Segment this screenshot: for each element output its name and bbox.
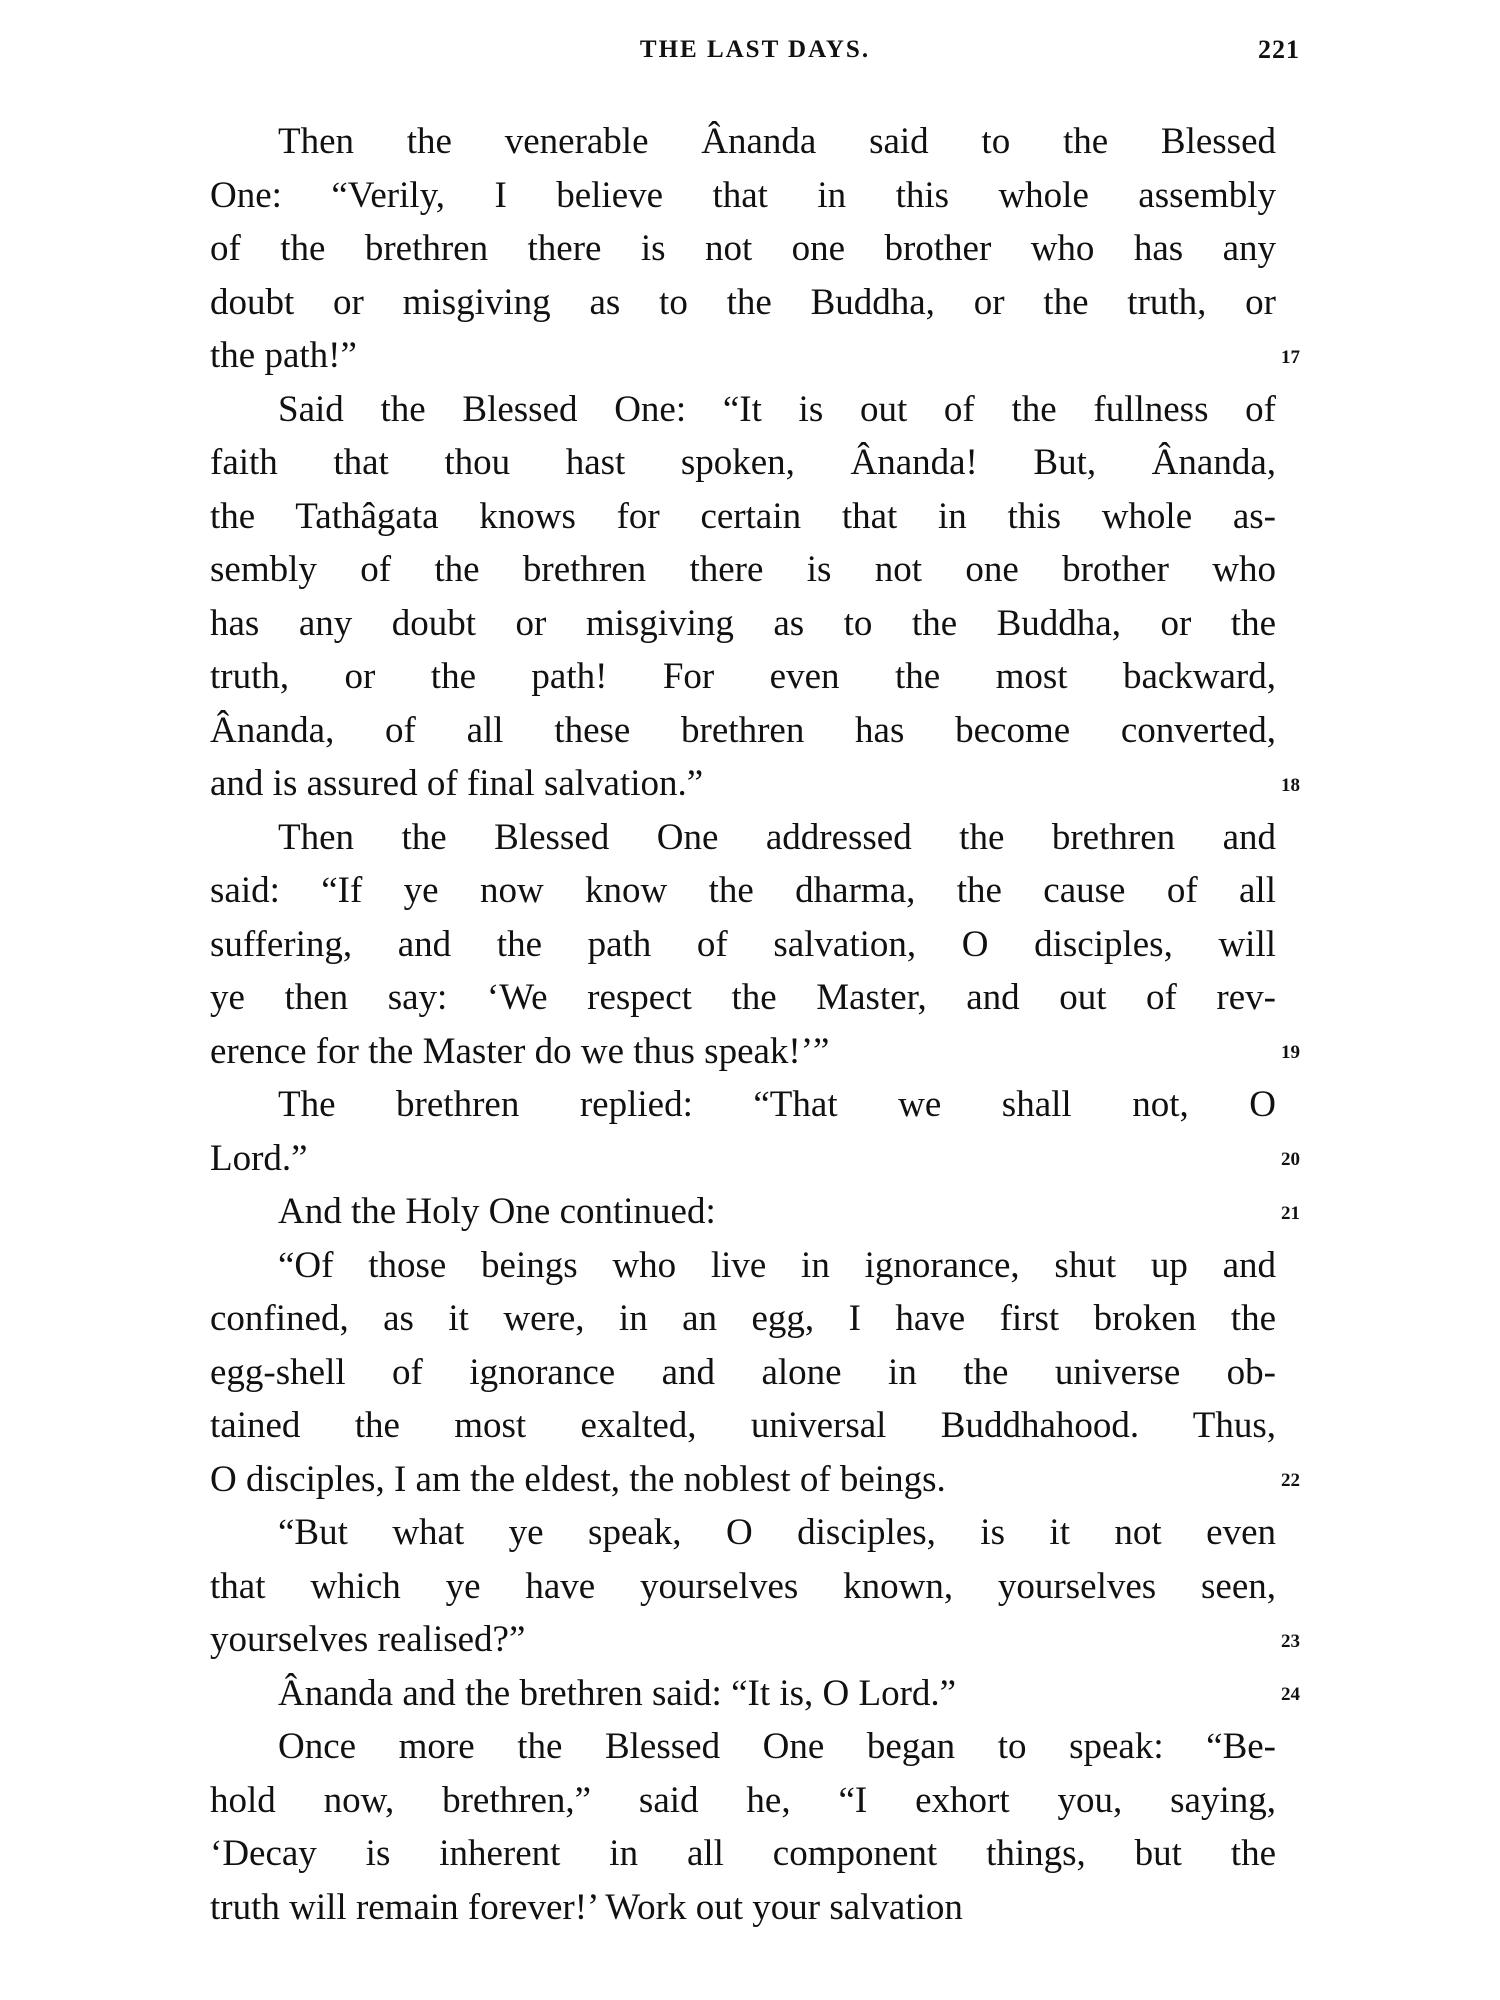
text-line: And the Holy One continued: (278, 1191, 716, 1232)
running-head (210, 30, 1300, 70)
paragraph (210, 1239, 1300, 1507)
text-line: O disciples, I am the eldest, the noblest of beings. (210, 1458, 946, 1500)
text-line: Said the Blessed One: “It is out of the fullness of (278, 388, 1276, 430)
verse-number: 20 (1281, 1149, 1300, 1170)
text-line: Ânanda and the brethren said: “It is, O Lord.” (278, 1672, 957, 1714)
paragraph (210, 1185, 1300, 1239)
text-line: One: “Verily, I believe that in this whole assembly (210, 174, 1276, 216)
text-line: of the brethren there is not one brother who has any (210, 228, 1276, 269)
running-title: THE LAST DAYS. (639, 36, 871, 63)
text-line: ye then say: ‘We respect the Master, and out of rev- (210, 977, 1276, 1018)
verse-number: 19 (1281, 1042, 1300, 1063)
text-line: hold now, brethren,” said he, “I exhort you, saying, (210, 1779, 1276, 1821)
body-text (210, 115, 1300, 1934)
text-line: ‘Decay is inherent in all component things, but the (210, 1833, 1276, 1874)
text-line: has any doubt or misgiving as to the Buddha, or the (210, 602, 1276, 644)
verse-number: 21 (1281, 1202, 1300, 1224)
page-number: 221 (1258, 35, 1300, 64)
verse-number: 23 (1281, 1630, 1300, 1652)
paragraph (210, 383, 1300, 811)
paragraph (210, 1078, 1300, 1185)
verse-number: 18 (1281, 774, 1300, 796)
text-line: egg-shell of ignorance and alone in the universe ob- (210, 1351, 1276, 1393)
text-line: truth will remain forever!’ Work out your salvation (210, 1886, 963, 1928)
text-line: the Tathâgata knows for certain that in this whole as- (210, 495, 1276, 537)
verse-number: 22 (1281, 1470, 1300, 1491)
text-line: doubt or misgiving as to the Buddha, or the truth, or (210, 281, 1276, 323)
text-line: confined, as it were, in an egg, I have first broken the (210, 1298, 1276, 1339)
text-line: truth, or the path! For even the most backward, (210, 656, 1276, 697)
paragraph (210, 1506, 1300, 1667)
text-line: “Of those beings who live in ignorance, shut up and (278, 1244, 1276, 1286)
text-line: the path!” (210, 335, 357, 376)
text-line: faith that thou hast spoken, Ânanda! But, Ânanda, (210, 442, 1276, 483)
paragraph (210, 811, 1300, 1079)
text-line: sembly of the brethren there is not one brother who (210, 549, 1276, 590)
text-line: said: “If ye now know the dharma, the cause of all (210, 870, 1276, 911)
text-line: “But what ye speak, O disciples, is it not even (278, 1512, 1276, 1553)
text-line: Then the Blessed One addressed the brethren and (278, 816, 1276, 858)
text-line: Then the venerable Ânanda said to the Blessed (278, 121, 1276, 162)
paragraph (210, 1720, 1300, 1934)
text-line: yourselves realised?” (210, 1619, 526, 1660)
text-line: Once more the Blessed One began to speak: “Be- (278, 1726, 1276, 1767)
text-line: suffering, and the path of salvation, O disciples, will (210, 923, 1276, 965)
paragraph (210, 115, 1300, 383)
paragraph (210, 1667, 1300, 1721)
text-line: that which ye have yourselves known, yourselves seen, (210, 1565, 1276, 1607)
text-line: Ânanda, of all these brethren has become converted, (210, 709, 1276, 751)
verse-number: 24 (1281, 1684, 1300, 1705)
text-line: The brethren replied: “That we shall not, O (278, 1084, 1276, 1125)
text-line: tained the most exalted, universal Buddhahood. Thus, (210, 1405, 1276, 1446)
text-line: erence for the Master do we thus speak!’” (210, 1030, 830, 1072)
verse-number: 17 (1281, 346, 1300, 368)
text-line: and is assured of final salvation.” (210, 763, 704, 804)
text-line: Lord.” (210, 1137, 308, 1179)
